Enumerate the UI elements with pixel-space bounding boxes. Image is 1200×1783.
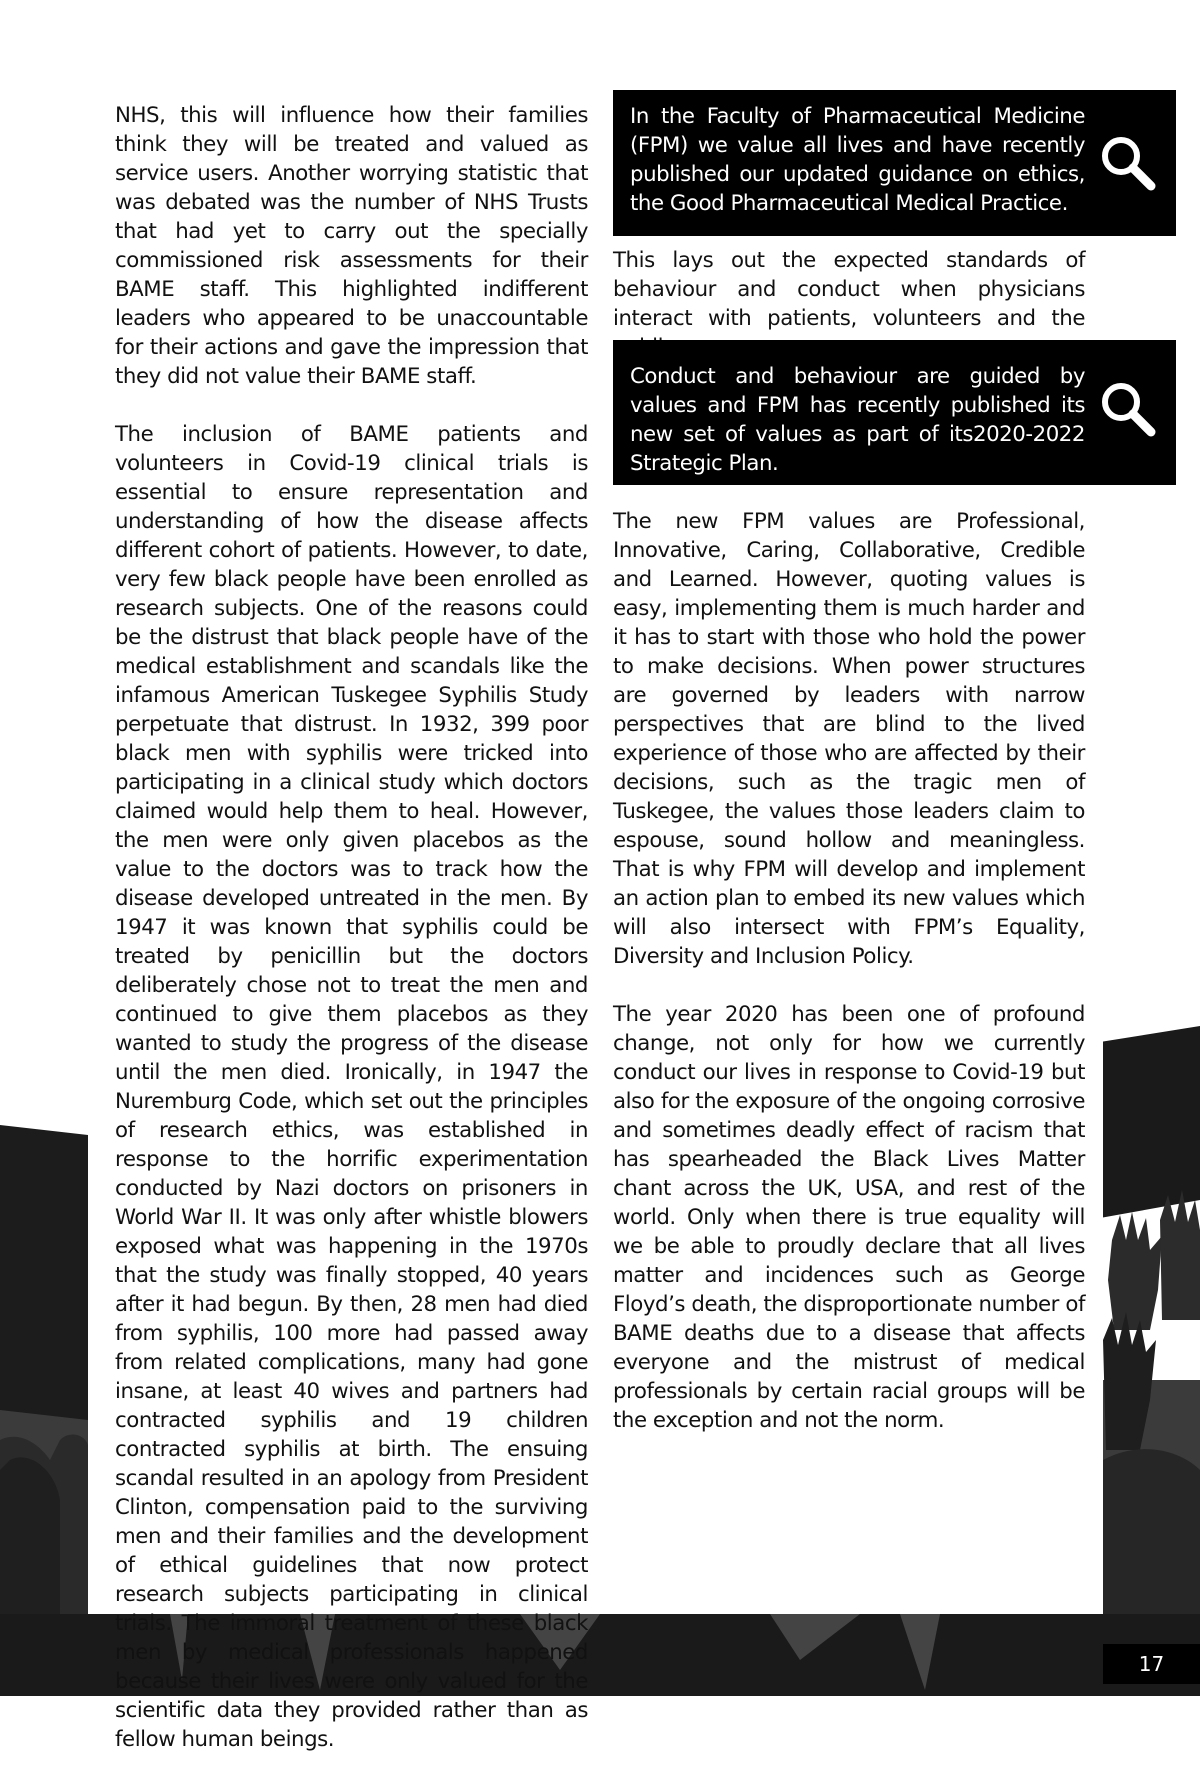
- callout-box-values: [613, 340, 1176, 485]
- left-column: [115, 101, 588, 1783]
- callout-text-ethics: In the Faculty of Pharmaceutical Medicine (FPM) we value all lives and have recently published our updated guidance on ethics, the Good Pharmaceutical Medical Practice.: [630, 104, 1085, 216]
- right-paragraph-2020: The year 2020 has been one of profound change, not only for how we currently conduct our lives in response to Covid-19 but also for the exposure of the ongoing corrosive and sometimes deadly effect of racism that has spearheaded the Black Lives Matter chant across the UK, USA, and rest of the world. Only when there is true equality will we be able to proudly declare that all lives matter and incidences such as George Floyd’s death, the disproportionate number of BAME deaths due to a disease that affects everyone and the mistrust of medical professionals by certain racial groups will be the exception and not the norm.: [613, 1002, 1085, 1433]
- right-intro-paragraph: This lays out the expected standards of behaviour and conduct when physicians interact with patients, volunteers and the: [613, 248, 1085, 331]
- left-paragraph-2: The inclusion of BAME patients and volunteers in Covid-19 clinical trials is essential to ensure representation and understanding of how the disease affects different cohort of patients. However, to date, very few black people have been enrolled as research subjects. One of the reasons could be the distrust that black people have of the medical establishment and scandals like the infamous American Tuskegee Syphilis Study perpetuate that distrust. In 1932, 399 poor black men with syphilis were tricked into participating in a clinical study which doctors claimed would help them to heal. However, the men were only given placebos as the value to the doctors was to track how the disease developed untreated in the men. By 1947 it was known that syphilis could be treated by penicillin but the doctors deliberately chose not to treat the men and continued to give them placebos as they wanted to study the progress of the disease until the men died. Ironically, in 1947 the Nuremburg Code, which set out the principles of research ethics, was established in response to the horrific experimentation conducted by Nazi doctors on prisoners in World War II. It was only after whistle blowers exposed what was happening in the 1970s that the study was finally stopped, 40 years after it had begun. By then, 28 men had died from syphilis, 100 more had passed away from related complications, many had gone insane, at least 40 wives and partners had contracted syphilis and 19 children contracted syphilis at birth. The ensuing scandal resulted in an apology from President Clinton, compensation paid to the surviving men and their families and the development of ethical guidelines that now protect research subjects participating in clinical trials. The immoral treatment of these black men by medical professionals happened because their lives were only valued for the scientific data they provided rather than as fellow human beings.: [115, 422, 588, 1752]
- right-column: [613, 507, 1085, 1464]
- callout-text-values: Conduct and behaviour are guided by values and FPM has recently published its new set of values as part of its2020-2022 Strategic Plan.: [630, 364, 1085, 476]
- page-number: 17: [1103, 1644, 1200, 1684]
- magnifier-icon: [1099, 380, 1157, 438]
- right-paragraph-values: The new FPM values are Professional, Innovative, Caring, Collaborative, Credible and Learned. However, quoting values is easy, implementing them is much harder and it has to start with those who hold the power to make decisions. When power structures are governed by leaders with narrow perspectives that are blind to the lived experience of those who are affected by their decisions, such as the tragic men of Tuskegee, the values those leaders claim to espouse, sound hollow and meaningless. That is why FPM will develop and implement an action plan to embed its new values which will also intersect with FPM’s Equality, Diversity and Inclusion Policy.: [613, 509, 1085, 969]
- left-paragraph-1: NHS, this will influence how their families think they will be treated and valued as service users. Another worrying statistic that was debated was the number of NHS Trusts that had yet to carry out the specially commissioned risk assessments for their BAME staff. This highlighted indifferent leaders who appeared to be unaccountable for their actions and gave the impression that they did not value their BAME staff.: [115, 103, 588, 389]
- magnifier-icon: [1099, 134, 1157, 192]
- callout-box-ethics: [613, 90, 1176, 236]
